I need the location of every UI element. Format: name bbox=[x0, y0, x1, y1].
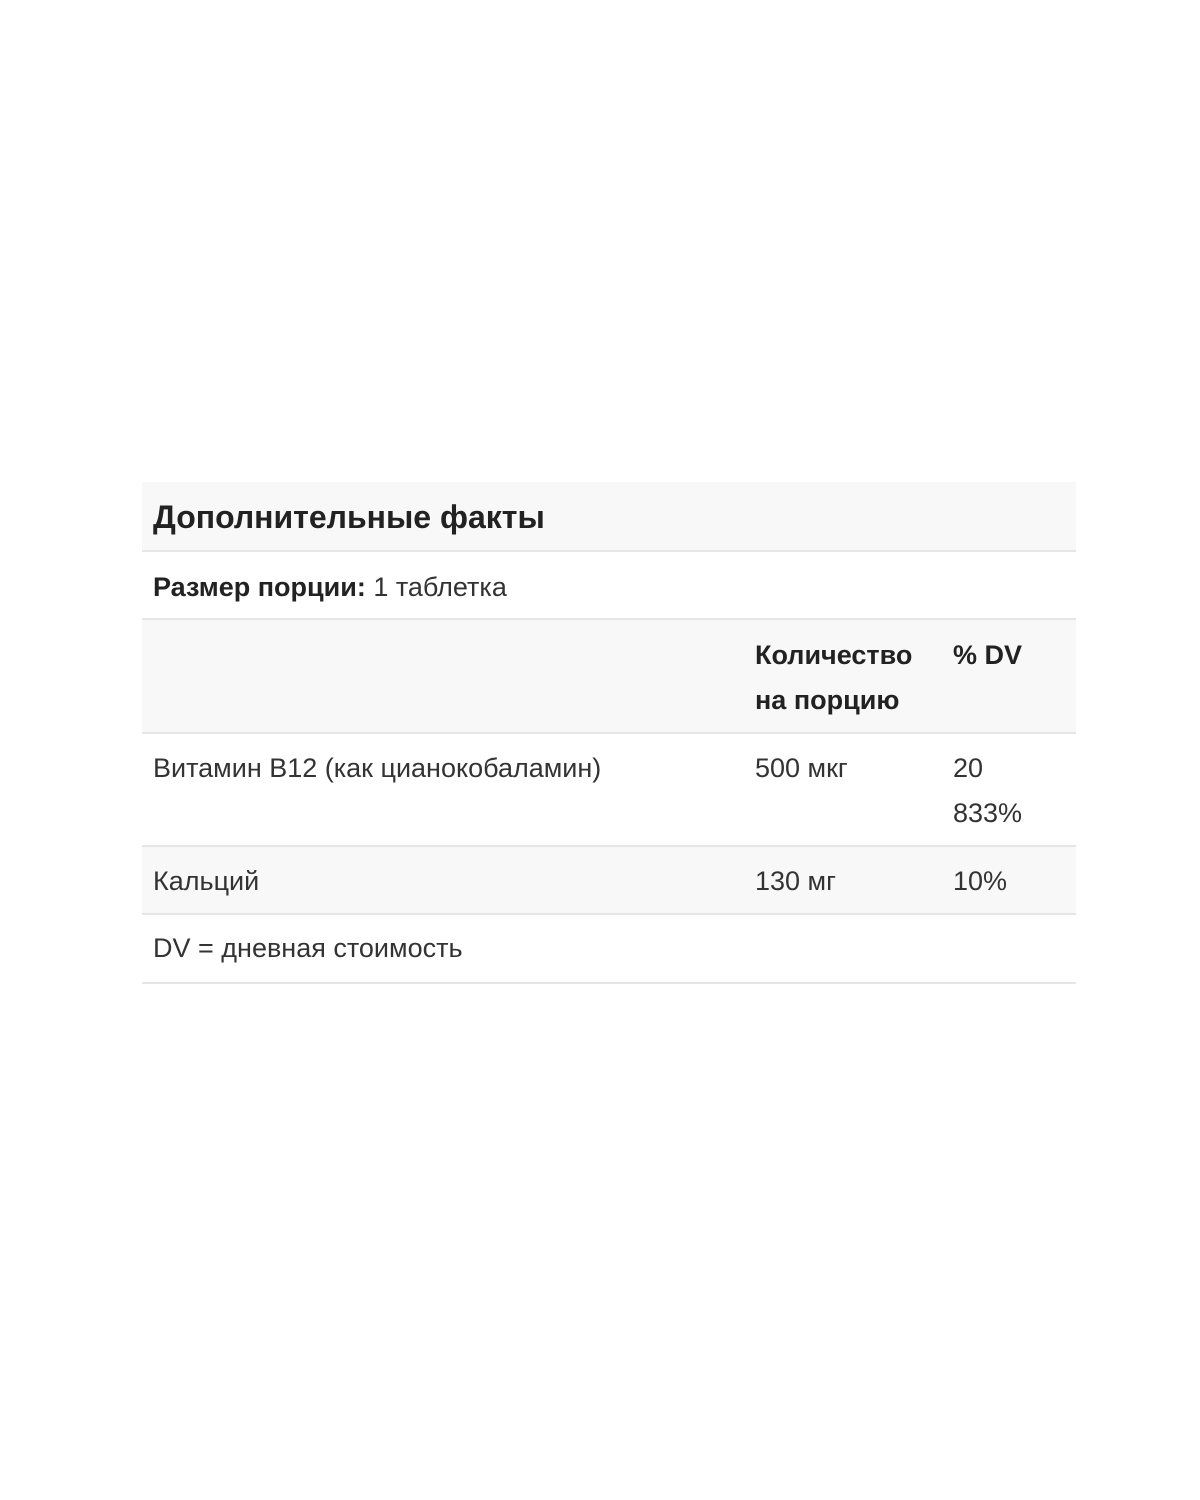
serving-size-row bbox=[142, 552, 1076, 620]
table-header-row bbox=[142, 620, 1076, 733]
serving-size-value: 1 таблетка bbox=[373, 572, 507, 602]
nutrient-dv: 10% bbox=[953, 866, 1008, 896]
header-amount-line2: на порцию bbox=[755, 685, 900, 715]
supplement-facts-panel bbox=[142, 482, 1076, 984]
facts-table bbox=[142, 620, 1076, 915]
header-amount-line1: Количество bbox=[755, 640, 913, 670]
header-dv-cell: % DV bbox=[953, 640, 1023, 670]
nutrient-amount: 130 мг bbox=[755, 866, 836, 896]
header-amount-cell bbox=[755, 620, 953, 733]
table-row bbox=[142, 733, 1076, 846]
nutrient-dv bbox=[953, 733, 1076, 846]
nutrient-dv-line1: 20 bbox=[953, 753, 984, 783]
header-name-cell bbox=[142, 620, 755, 733]
serving-size-label: Размер порции: bbox=[153, 572, 366, 602]
nutrient-amount: 500 мкг bbox=[755, 753, 848, 783]
facts-title: Дополнительные факты bbox=[142, 482, 1076, 552]
nutrient-name: Кальций bbox=[153, 866, 260, 896]
nutrient-name: Витамин B12 (как цианокобаламин) bbox=[153, 753, 602, 783]
dv-footnote: DV = дневная стоимость bbox=[142, 915, 1076, 984]
nutrient-dv-line2: 833% bbox=[953, 798, 1023, 828]
table-row bbox=[142, 846, 1076, 914]
